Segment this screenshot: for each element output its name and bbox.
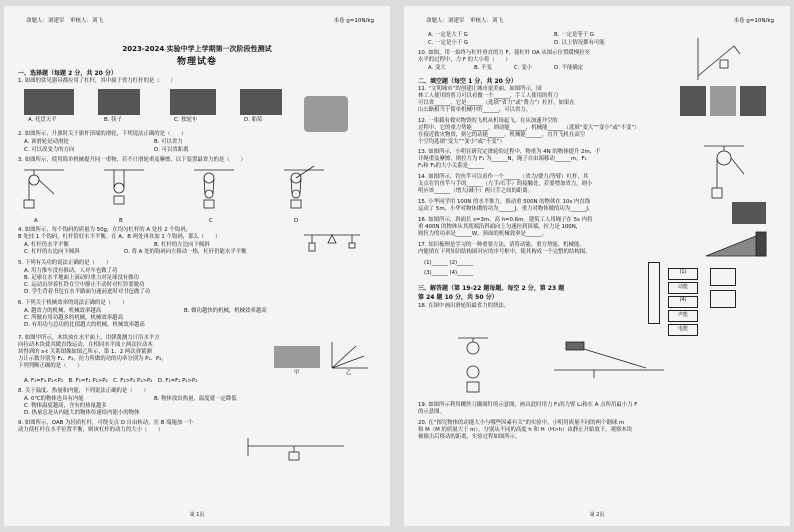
question-7-line-1: 7. 如图甲所示，木块放在水平面上，用弹簧测力计沿水平方 [18, 335, 160, 341]
question-17-line-4: (3)______ (4)______ [424, 270, 474, 276]
section-fill-title: 二、填空题（每空 1 分，共 20 分） [418, 78, 517, 85]
page2-header-left: 命题人：刘建军 审核人：刘飞 [426, 18, 504, 24]
q9-lever-diagram [244, 436, 354, 466]
question-15-line-2: 运动了 5m，小华对物体做的功为______J，重力对物体做的功为______J。 [418, 206, 594, 212]
question-4-line-2: B 处挂 1 个钩码，杠杆恰好水平平衡。在 A、B 两处再各加 1 个钩码，那么（ ） [18, 234, 221, 240]
question-10-line-2: 水平的过程中，力 F 的大小将（ ） [418, 57, 511, 63]
question-14-line-1: 14. 如图所示，钓鱼竿可以看作一个______（省力/费力/等臂）杠杆，其 [418, 174, 589, 180]
q10-option-a: A. 变大 [428, 65, 446, 71]
school-title: 2023-2024 实验中学上学期第一次阶段性测试 [122, 45, 272, 53]
q5-option-d: D. 学生背着书包在水平路面匀速前进时对书包做了功 [24, 289, 151, 295]
q4-option-a: A. 杠杆仍水平平衡 [24, 242, 69, 248]
q1-option-a: A. 托盘天平 [28, 117, 57, 123]
subject-title: 物理试卷 [176, 57, 217, 67]
gardener-image [680, 86, 706, 116]
fig7-label-yi: 乙 [346, 370, 352, 376]
q19-screwdriver-diagram [554, 340, 664, 380]
q18-pulley-diagram [458, 336, 488, 396]
q9-option-a: A. 一定是大于 G [428, 32, 468, 38]
q10-option-b: B. 不变 [474, 65, 492, 71]
question-17-line-2: 内能填在下列知识结构图对应的序号框中，使其构成一个完整的结构图。 [418, 249, 591, 255]
q8-option-c: C. 物体温度越高，含有的热量越多 [24, 403, 107, 409]
question-5: 5. 下列有关功的说法正确的是（ ） [18, 260, 112, 266]
page1-header-left: 命题人：刘建军 审核人：刘飞 [26, 18, 104, 24]
q4-option-b: B. 杠杆的左边向下倾斜 [154, 242, 210, 248]
page2-header-right: 本卷 g=10N/kg [733, 18, 774, 24]
question-6: 6. 下列关于机械效率的说法正确的是（ ） [18, 300, 128, 306]
question-12-line-2: 过程中，它的重力势能______，则动能______，机械能______（选填“变大”“变小”或“不变”） [418, 125, 640, 131]
question-11-line-2: 林工人使用的剪刀可以看做一个______，手工人使用的剪刀 [418, 93, 559, 99]
chart-box-sound: 声能 [668, 310, 698, 322]
q2-option-d: D. 可以省距离 [154, 147, 189, 153]
chart-box-2 [710, 268, 736, 286]
chart-box-1: (1) [668, 268, 698, 280]
q8-option-a: A. 0℃的物体也具有内能 [24, 396, 84, 402]
question-13-line-3: F₁和 F₂的大小关系是______ [418, 163, 485, 169]
q3-option-d: D [294, 218, 299, 224]
question-13-line-2: 计绳重及摩擦，则拉力为 F₁ 为______N，绳子自由端移动______m，F₁ [418, 156, 587, 162]
q13-fixed-pulley-diagram [704, 144, 754, 204]
q5-option-b: B. 足球在水平地面上滚动时重力对足球没有做功 [24, 275, 139, 281]
q16-incline-diagram [704, 228, 770, 258]
question-7-line-5: 下列判断正确的是（ ） [18, 363, 83, 369]
q2-option-a: A. 该滑轮是动滑轮 [24, 139, 69, 145]
question-10-line-1: 10. 如图，用一始终与杠杆垂直的力 F，使杠杆 OA 从图示位置缓慢拉至 [418, 50, 590, 56]
q4-option-c: C. 杠杆的右边向下倾斜 [24, 249, 80, 255]
exam-page-1 [4, 6, 390, 526]
q6-option-b: B. 做功越快的机械，机械效率越高 [184, 308, 267, 314]
question-4-line-1: 4. 如图所示，每个钩码的质量为 50g，在均匀杠杆的 A 处挂 2 个钩码， [18, 227, 191, 233]
q1-option-d: D. 船桨 [244, 117, 263, 123]
question-14-line-3: 明应该______（增大/减小）两只手之间的距离。 [418, 188, 534, 194]
q6-option-c: C. 所做有用功越多的机械，机械效率越高 [24, 315, 123, 321]
page1-header-right: 本卷 g=10N/kg [333, 18, 374, 24]
question-17-line-3: (1)______ (2)______ [424, 260, 474, 266]
oar-image [240, 89, 282, 115]
section-answer-title-2: 第 24 题 10 分，共 50 分） [418, 294, 498, 301]
question-12-line-3: 在接近救灾物资，则它的动能______，机械能______，直升飞机在高空 [418, 132, 586, 138]
q7-options: A. F₁=F₂ P₁<P₂ B. F₁=F₂ P₁>P₂ C. F₁>F₂ P₁>P₂ D. F₁=F₂ P₁>P₂ [24, 378, 198, 384]
question-11-line-4: 山公路相当于简单机械中的______，可以省力。 [418, 107, 532, 113]
mountain-road-image [740, 86, 766, 116]
question-7-line-2: 向拉动木块使其做直线运动，在相同水平面上两次拉动木 [18, 342, 153, 348]
question-7-line-4: 力计示数分别为 F₁、F₂，拉力所做的功的功率分别为 P₁、P₂， [18, 356, 167, 362]
q9-option-d: D. 以上情况都有可能 [554, 40, 605, 46]
question-8: 8. 关于温度、热量和内能，下列说法正确的是（ ） [18, 388, 149, 394]
q10-option-d: D. 不能确定 [554, 65, 584, 71]
q10-option-c: C. 变小 [514, 65, 532, 71]
question-12-line-1: 12. 一架载有救灾物资的飞机从机场起飞，在从加速升空的 [418, 118, 558, 124]
question-20-line-3: 被撞击后移动的距离，实验过程如图所示。 [418, 434, 521, 440]
chart-root-box [648, 262, 660, 324]
q5-option-c: C. 运动员举着杠铃在空中静止不动时对杠铃要做功 [24, 282, 145, 288]
question-16-line-2: 重 400N 的物体从其底端沿斜面向上匀速拉到顶端，拉力是 100N， [418, 224, 582, 230]
q6-option-d: D. 有用功与总功的比值越大的机械，机械效率越高 [24, 322, 145, 328]
fig7-label-jia: 甲 [294, 370, 300, 376]
question-3: 3. 如图所示，使用简单机械提升同一重物，若不计滑轮重及摩擦，以下装置最省力的是（ ） [18, 157, 246, 163]
question-20-line-2: 和 M（M 的质量大于 m），分别从不同的高度 h 和 H（H>h）由静止开始放下，观察木块 [418, 427, 633, 433]
question-11-line-3: 可以省______，它是______（选填“省力”或“费力”）杠杆，如果在 [418, 100, 575, 106]
question-17-line-1: 17. 知识梳理是学习的一种重要方法，请将动能、重力势能、机械能、 [418, 242, 585, 248]
q7-st-graph [330, 340, 370, 372]
flag-pulley-image [304, 96, 348, 132]
q7-block-image [274, 346, 320, 368]
question-18: 18. 在图中画出滑轮组最省力的绕法。 [418, 303, 510, 309]
q3-option-a: A [34, 218, 38, 224]
q2-option-c: C. 可以改变力的方向 [24, 147, 75, 153]
question-9-line-1: 9. 如图所示，OAB 为轻质杠杆，可绕支点 O 自由转动，在 B 端施加一个 [18, 420, 194, 426]
chopsticks-image [98, 89, 140, 115]
q1-option-c: C. 独轮车 [174, 117, 198, 123]
q8-option-b: B. 物体放出热量，温度就一定降低 [154, 396, 237, 402]
page2-footer: 第 2页 [589, 512, 605, 518]
question-16-line-3: 则拉力的功率是______W，斜面的机械效率是______。 [418, 231, 548, 237]
q5-option-a: A. 用力推车没有推动，人对车也做了功 [24, 268, 118, 274]
question-11-line-1: 11. “文明城市”的创建让城市更美丽，如图所示，园 [418, 86, 542, 92]
fishing-rod-image [732, 202, 766, 224]
q1-option-b: B. 筷子 [104, 117, 122, 123]
question-15-line-1: 15. 小华同学用 100N 的水平推力，推动重 500N 的物体在 10s 内直线 [418, 199, 591, 205]
q3-option-c: C [209, 218, 213, 224]
question-2: 2. 如图所示，升旗时关于旗杆顶端的滑轮，下列说法正确的是（ ） [18, 131, 187, 137]
q9-option-b: B. 一定是等于 G [554, 32, 594, 38]
question-20-line-1: 20. 在“探究物体的动能大小与哪些因素有关”的实验中，小明用质量不同的两个钢球 m [418, 420, 625, 426]
shears-image [710, 86, 736, 116]
chart-box-electric: 电能 [668, 324, 698, 336]
chart-box-kinetic: 动能 [668, 282, 698, 294]
question-9-line-2: 动力使杠杆在水平位置平衡，则该杠杆的动力的大小（ ） [18, 427, 164, 433]
q3-option-b: B [119, 218, 123, 224]
section-choice-title: 一、选择题（每题 2 分，共 20 分） [18, 70, 117, 77]
question-7-line-3: 块得到的 s-t 关系图像如图乙所示，第 1、2 两次弹簧测 [18, 349, 152, 355]
q8-option-d: D. 热量总是从内能大的物体传递给内能小的物体 [24, 410, 140, 416]
q6-option-a: A. 越省力的机械，机械效率越高 [24, 308, 102, 314]
question-13-line-1: 13. 如图所示，小明在研究定滑轮的过程中，物重为 4N 的物体提升 2m，不 [418, 149, 601, 155]
chart-box-4: (4) [668, 296, 698, 308]
exam-page-2 [404, 6, 790, 526]
balance-image [24, 89, 74, 115]
section-answer-title: 三、解答题（第 19-22 题每题、每空 2 分，第 23 题 [418, 285, 565, 292]
q4-option-d: D. 将 A 处的钩码向左移动一格，杠杆仍能水平平衡 [124, 249, 247, 255]
page1-footer: 第 1页 [189, 512, 205, 518]
question-19-line-2: 的示意图。 [418, 409, 445, 415]
question-19-line-1: 19. 如图所示利用螺丝刀撬图钉的示意图，画出此时用力 F₁的力臂 L₁和在 A 点所用最小力 F [418, 402, 638, 408]
question-16-line-1: 16. 如图所示，斜面长 s=3m，高 h=0.6m。建筑工人用绳子在 5s 内将 [418, 217, 593, 223]
chart-box-3 [710, 290, 736, 308]
q9-option-c: C. 一定是小于 G [428, 40, 469, 46]
q4-lever-diagram [304, 227, 364, 255]
question-1: 1. 如图的常见器具都应用了杠杆，其中属于省力杠杆的是（ ） [18, 78, 176, 84]
question-12-line-4: 个空均选填“变大”“变小”或“不变”） [418, 139, 505, 145]
q2-option-b: B. 可以省力 [154, 139, 183, 145]
q10-lever-diagram [694, 36, 744, 82]
q3-pulley-diagrams [24, 166, 354, 216]
question-14-line-2: 支点在钓鱼竿与手的______（左手/右手）的接触处，若要增加省力，则小 [418, 181, 593, 187]
wheelbarrow-image [170, 89, 216, 115]
